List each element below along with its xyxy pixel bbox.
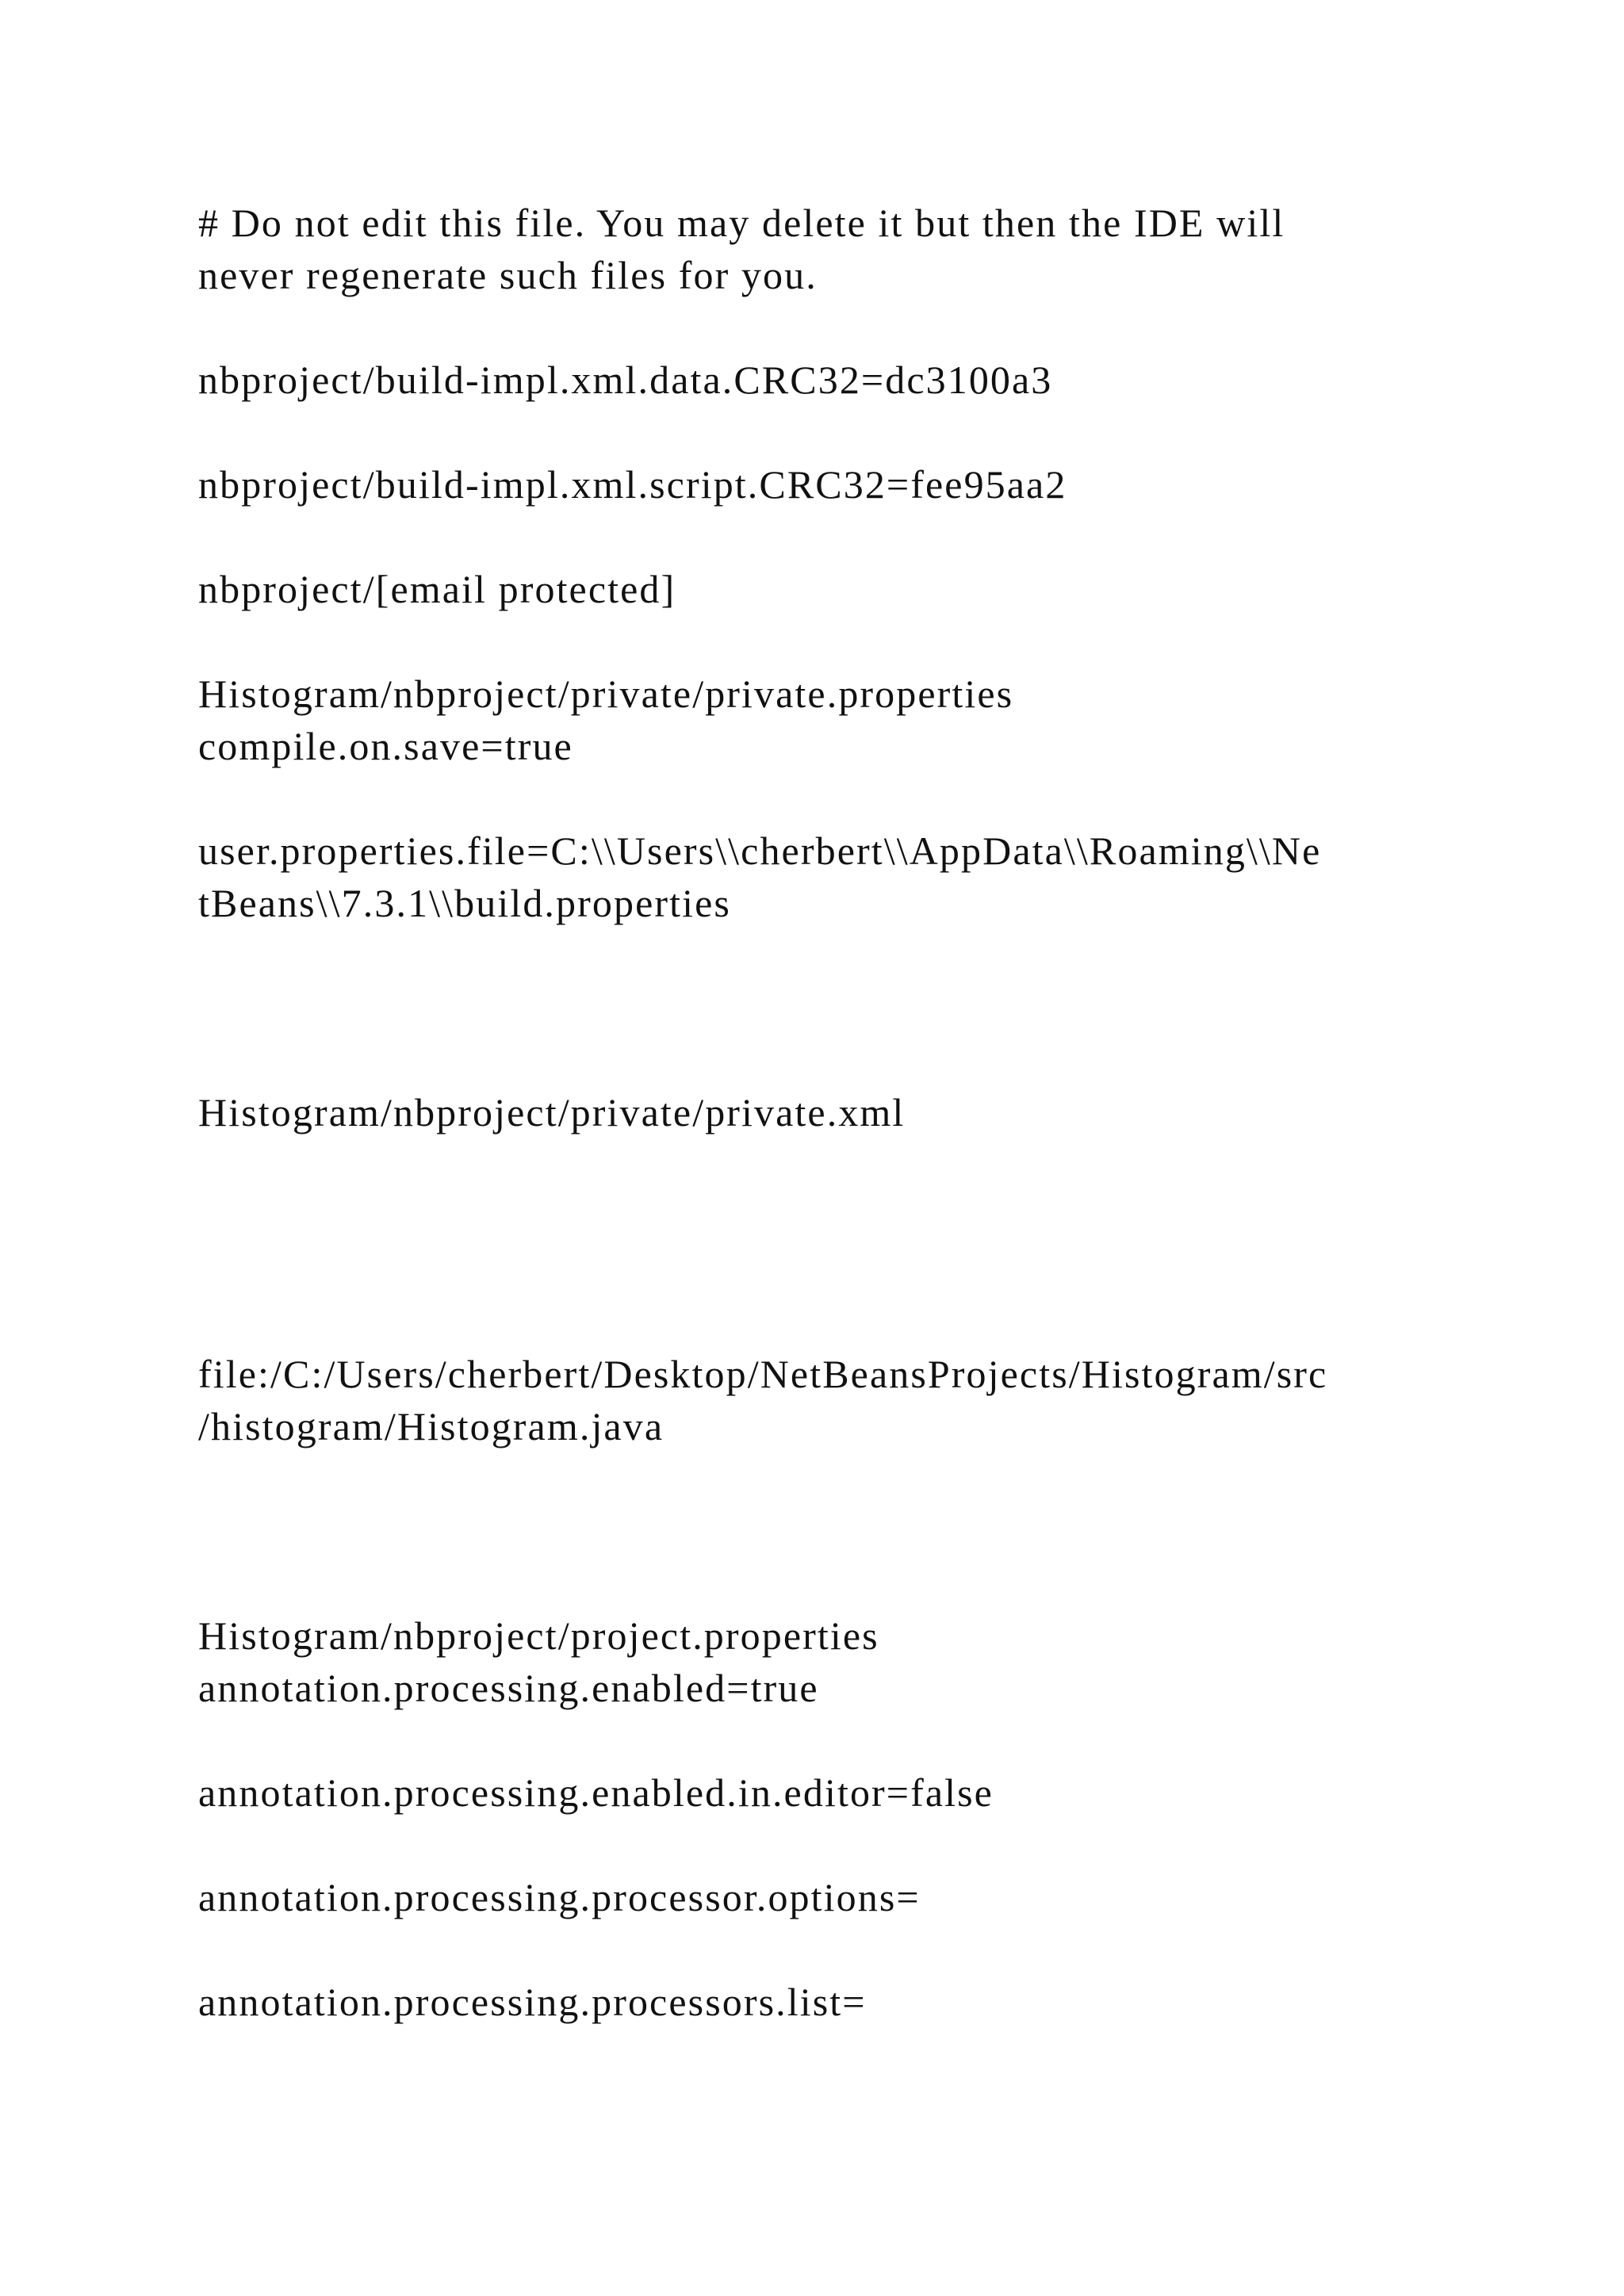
project-properties-heading: Histogram/nbproject/project.properties (198, 1613, 879, 1658)
user-properties-line-2: tBeans\\7.3.1\\build.properties (198, 881, 731, 925)
annotation-processors-list-line: annotation.processing.processors.list= (198, 1980, 867, 2024)
annotation-enabled-line: annotation.processing.enabled=true (198, 1666, 819, 1710)
compile-on-save-line: compile.on.save=true (198, 724, 573, 768)
annotation-processor-options-line: annotation.processing.processor.options= (198, 1875, 921, 1919)
email-protected-line: nbproject/[email protected] (198, 567, 676, 611)
comment-line-1: # Do not edit this file. You may delete it but then the IDE will (198, 201, 1285, 245)
file-path-line-1: file:/C:/Users/cherbert/Desktop/NetBeansProjects/Histogram/src (198, 1352, 1328, 1396)
build-impl-data-crc-line: nbproject/build-impl.xml.data.CRC32=dc3100a3 (198, 358, 1053, 402)
file-path-line-2: /histogram/Histogram.java (198, 1404, 665, 1448)
build-impl-script-crc-line: nbproject/build-impl.xml.script.CRC32=fee95aa2 (198, 462, 1067, 507)
user-properties-line-1: user.properties.file=C:\\Users\\cherbert\\AppData\\Roaming\\Ne (198, 828, 1322, 873)
annotation-enabled-in-editor-line: annotation.processing.enabled.in.editor=false (198, 1770, 994, 1815)
private-properties-heading: Histogram/nbproject/private/private.properties (198, 672, 1014, 716)
comment-line-2: never regenerate such files for you. (198, 253, 818, 297)
private-xml-heading: Histogram/nbproject/private/private.xml (198, 1090, 906, 1135)
